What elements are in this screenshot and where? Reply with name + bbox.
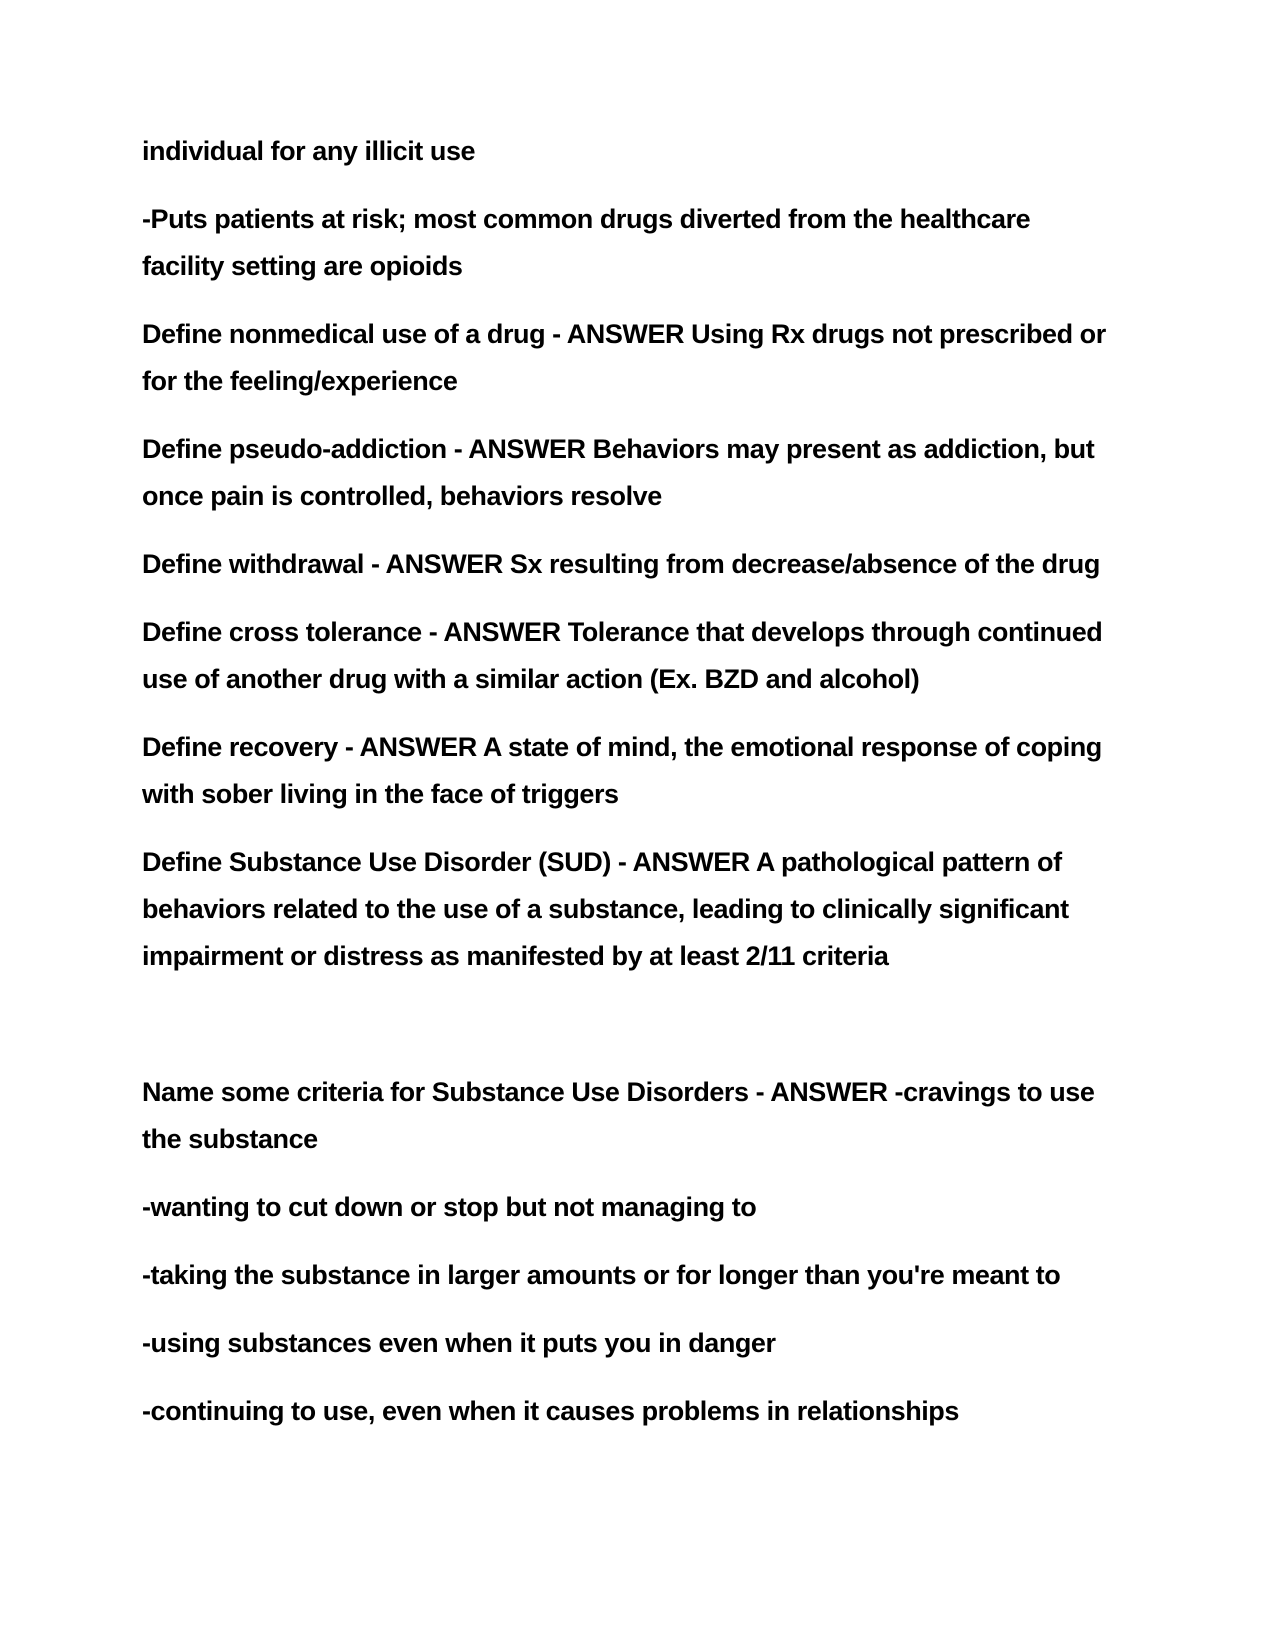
text-line: with sober living in the face of triggers xyxy=(142,779,619,809)
text-line: -continuing to use, even when it causes problems in relationships xyxy=(142,1396,959,1426)
text-line: -using substances even when it puts you in danger xyxy=(142,1328,776,1358)
paragraph xyxy=(142,1069,1140,1163)
text-line: Define recovery - ANSWER A state of mind, the emotional response of coping xyxy=(142,732,1102,762)
text-line: impairment or distress as manifested by at least 2/11 criteria xyxy=(142,941,889,971)
text-line: Define Substance Use Disorder (SUD) - ANSWER A pathological pattern of xyxy=(142,847,1062,877)
paragraph xyxy=(142,1252,1140,1299)
text-line: -Puts patients at risk; most common drugs diverted from the healthcare xyxy=(142,204,1031,234)
text-line: -wanting to cut down or stop but not managing to xyxy=(142,1192,757,1222)
text-line: the substance xyxy=(142,1124,318,1154)
paragraph xyxy=(142,311,1140,405)
text-line: individual for any illicit use xyxy=(142,136,476,166)
text-line: Define withdrawal - ANSWER Sx resulting from decrease/absence of the drug xyxy=(142,549,1100,579)
text-line: once pain is controlled, behaviors resolve xyxy=(142,481,662,511)
paragraph xyxy=(142,1320,1140,1367)
text-line: Define nonmedical use of a drug - ANSWER Using Rx drugs not prescribed or xyxy=(142,319,1106,349)
text-line: use of another drug with a similar action (Ex. BZD and alcohol) xyxy=(142,664,920,694)
paragraph xyxy=(142,1388,1140,1435)
text-line: for the feeling/experience xyxy=(142,366,458,396)
text-line: Define cross tolerance - ANSWER Tolerance that develops through continued xyxy=(142,617,1103,647)
text-line: behaviors related to the use of a substance, leading to clinically significant xyxy=(142,894,1069,924)
text-line xyxy=(142,1001,1140,1048)
paragraph xyxy=(142,196,1140,290)
text-line: Name some criteria for Substance Use Disorders - ANSWER -cravings to use xyxy=(142,1077,1095,1107)
text-line: -taking the substance in larger amounts or for longer than you're meant to xyxy=(142,1260,1061,1290)
paragraph xyxy=(142,1184,1140,1231)
paragraph xyxy=(142,541,1140,588)
text-line: Define pseudo-addiction - ANSWER Behaviors may present as addiction, but xyxy=(142,434,1095,464)
paragraph xyxy=(142,1001,1140,1048)
paragraph xyxy=(142,724,1140,818)
paragraph xyxy=(142,839,1140,980)
paragraph xyxy=(142,128,1140,175)
paragraph xyxy=(142,426,1140,520)
text-line: facility setting are opioids xyxy=(142,251,463,281)
paragraph xyxy=(142,609,1140,703)
